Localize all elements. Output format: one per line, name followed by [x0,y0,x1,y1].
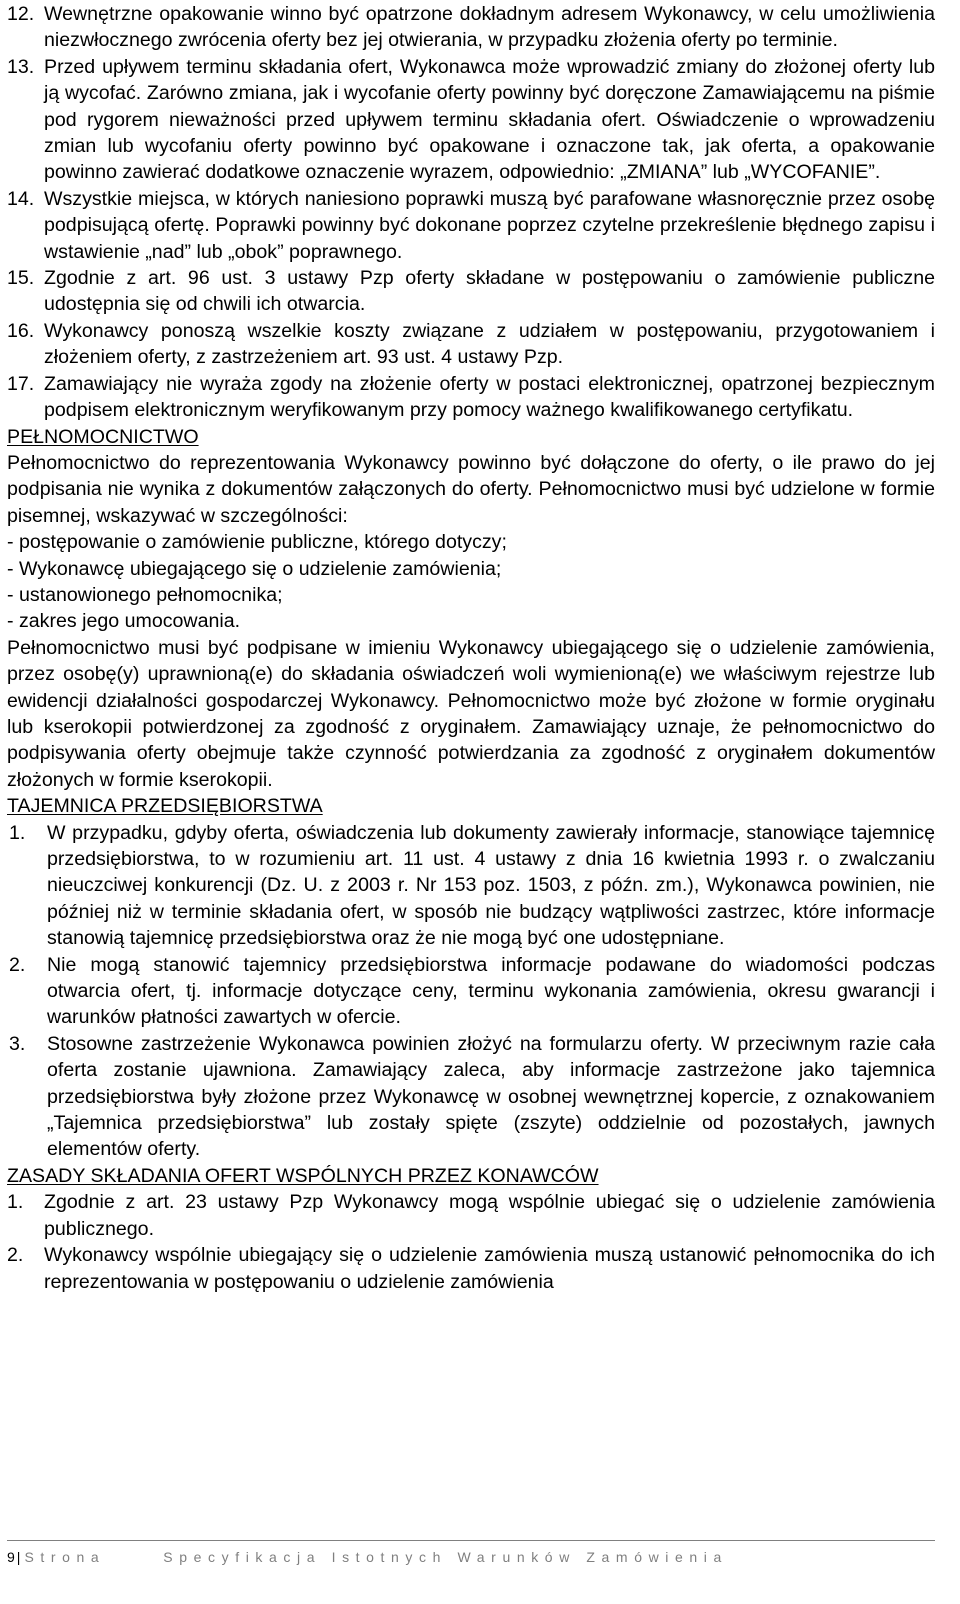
item-text: Przed upływem terminu składania ofert, Wykonawca może wprowadzić zmiany do złożonej oferty lub ją wycofać. Zarówno zmiana, jak i wycofanie oferty powinny być doręczone Zamawiającemu na piśmie pod rygorem nieważności przed upływem terminu składania ofert. Oświadczenie o wprowadzeniu zmian lub wycofaniu oferty powinno być opakowane i oznaczone tak, jak oferta, a opakowanie powinno zawierać dodatkowe oznaczenie wyrazem, odpowiednio: „ZMIANA” lub „WYCOFANIE”. [44,55,935,184]
page-label: Strona [24,1549,106,1565]
page-number: 9 [7,1549,15,1565]
item-number: 3. [9,1032,26,1055]
list-item-13 [7,54,935,186]
pelnomocnictwo-list-item: - postępowanie o zamówienie publiczne, którego dotyczy; [7,531,507,554]
pelnomocnictwo-intro: Pełnomocnictwo do reprezentowania Wykonawcy powinno być dołączone do oferty, o ile prawo do jej podpisania nie wynika z dokumentów załączonych do oferty. Pełnomocnictwo musi być udzielone w formie pisemnej, wskazywać w szczególności: [7,451,935,527]
tajemnica-item-2 [7,952,935,1031]
list-item-17 [7,371,935,424]
tajemnica-item-1 [7,820,935,952]
item-text: Stosowne zastrzeżenie Wykonawca powinien złożyć na formularzu oferty. W przeciwnym razie cała oferta zostanie ujawniona. Zamawiający zaleca, aby informacje zastrzeżone jako tajemnica przedsiębiorstwa były złożone przez Wykonawcę w osobnej wewnętrznej kopercie, z oznakowaniem „Tajemnica przedsiębiorstwa” lub zostały spięte (zszyte) oddzielnie od pozostałych, jawnych elementów oferty. [47,1032,935,1161]
pelnomocnictwo-outro: Pełnomocnictwo musi być podpisane w imieniu Wykonawcy ubiegającego się o udzielenie zamówienia, przez osobę(y) uprawnioną(e) do składania oświadczeń woli wymienioną(e) we właściwym rejestrze lub ewidencji działalności gospodarczej Wykonawcy. Pełnomocnictwo może być złożone w formie oryginału lub kserokopii potwierdzonej za zgodność z oryginałem. Zamawiający uznaje, że pełnomocnictwo do podpisywania oferty obejmuje także czynność potwierdzania za zgodność z oryginałem dokumentów złożonych w formie kserokopii. [7,636,935,791]
document-page [7,1,935,1295]
list-item-16 [7,318,935,371]
item-number: 1. [7,1191,24,1214]
pelnomocnictwo-list-item: - ustanowionego pełnomocnika; [7,583,283,606]
item-number: 14. [7,187,35,210]
item-text: Wykonawcy wspólnie ubiegający się o udzielenie zamówienia muszą ustanowić pełnomocnika do ich reprezentowania w postępowaniu o udzielenie zamówienia [44,1244,935,1293]
zasady-item-2 [7,1242,935,1295]
item-number: 12. [7,3,35,25]
item-number: 17. [7,372,35,395]
footer-divider [7,1540,935,1541]
list-item-12 [7,1,935,54]
item-text: W przypadku, gdyby oferta, oświadczenia lub dokumenty zawierały informacje, stanowiące tajemnicę przedsiębiorstwa, to w rozumieniu art. 11 ust. 4 ustawy z dnia 16 kwietnia 1993 r. o zwalczaniu nieuczciwej konkurencji (Dz. U. z 2003 r. Nr 153 poz. 1503, z późn. zm.), Wykonawca powinien, nie później niż w terminie składania ofert, w sposób nie budzący wątpliwości zastrzec, które informacje stanowią tajemnicę przedsiębiorstwa oraz że nie mogą być one udostępniane. [47,821,935,950]
list-item-14 [7,186,935,265]
item-number: 2. [7,1244,24,1267]
item-number: 13. [7,55,35,78]
item-text: Wszystkie miejsca, w których naniesiono poprawki muszą być parafowane własnoręcznie przez osobę podpisującą ofertę. Poprawki powinny być dokonane poprzez czytelne przekreślenie błędnego zapisu i wstawienie „nad” lub „obok” poprawnego. [44,187,935,263]
item-number: 15. [7,267,35,290]
item-text: Zamawiający nie wyraża zgody na złożenie oferty w postaci elektronicznej, opatrzonej bezpiecznym podpisem elektronicznym weryfikowanym przy pomocy ważnego kwalifikowanego certyfikatu. [44,372,935,422]
section-heading-pelnomocnictwo: PEŁNOMOCNICTWO [7,425,199,448]
item-number: 1. [9,821,26,844]
tajemnica-item-3 [7,1031,935,1163]
page-footer [7,1548,728,1566]
pelnomocnictwo-list-item: - Wykonawcę ubiegającego się o udzielenie zamówienia; [7,557,502,580]
section-heading-zasady: ZASADY SKŁADANIA OFERT WSPÓLNYCH PRZEZ KONAWCÓW [7,1164,599,1187]
item-number: 2. [9,953,26,976]
pelnomocnictwo-list-item: - zakres jego umocowania. [7,610,241,633]
item-text: Zgodnie z art. 23 ustawy Pzp Wykonawcy mogą wspólnie ubiegać się o udzielenie zamówienia publicznego. [44,1191,935,1240]
document-title: Specyfikacja Istotnych Warunków Zamówienia [163,1549,728,1565]
list-item-15 [7,265,935,318]
zasady-item-1 [7,1189,935,1242]
footer-separator: | [16,1549,21,1565]
section-heading-tajemnica: TAJEMNICA PRZEDSIĘBIORSTWA [7,795,323,818]
item-number: 16. [7,319,35,342]
item-text: Wewnętrzne opakowanie winno być opatrzone dokładnym adresem Wykonawcy, w celu umożliwienia niezwłocznego zwrócenia oferty bez jej otwierania, w przypadku złożenia oferty po terminie. [44,3,935,52]
item-text: Wykonawcy ponoszą wszelkie koszty związane z udziałem w postępowaniu, przygotowaniem i złożeniem oferty, z zastrzeżeniem art. 93 ust. 4 ustawy Pzp. [44,319,935,369]
item-text: Nie mogą stanowić tajemnicy przedsiębiorstwa informacje podawane do wiadomości podczas otwarcia ofert, tj. informacje dotyczące ceny, terminu wykonania zamówienia, okresu gwarancji i warunków płatności zawartych w ofercie. [47,953,935,1029]
item-text: Zgodnie z art. 96 ust. 3 ustawy Pzp oferty składane w postępowaniu o zamówienie publiczne udostępnia się od chwili ich otwarcia. [44,267,935,316]
